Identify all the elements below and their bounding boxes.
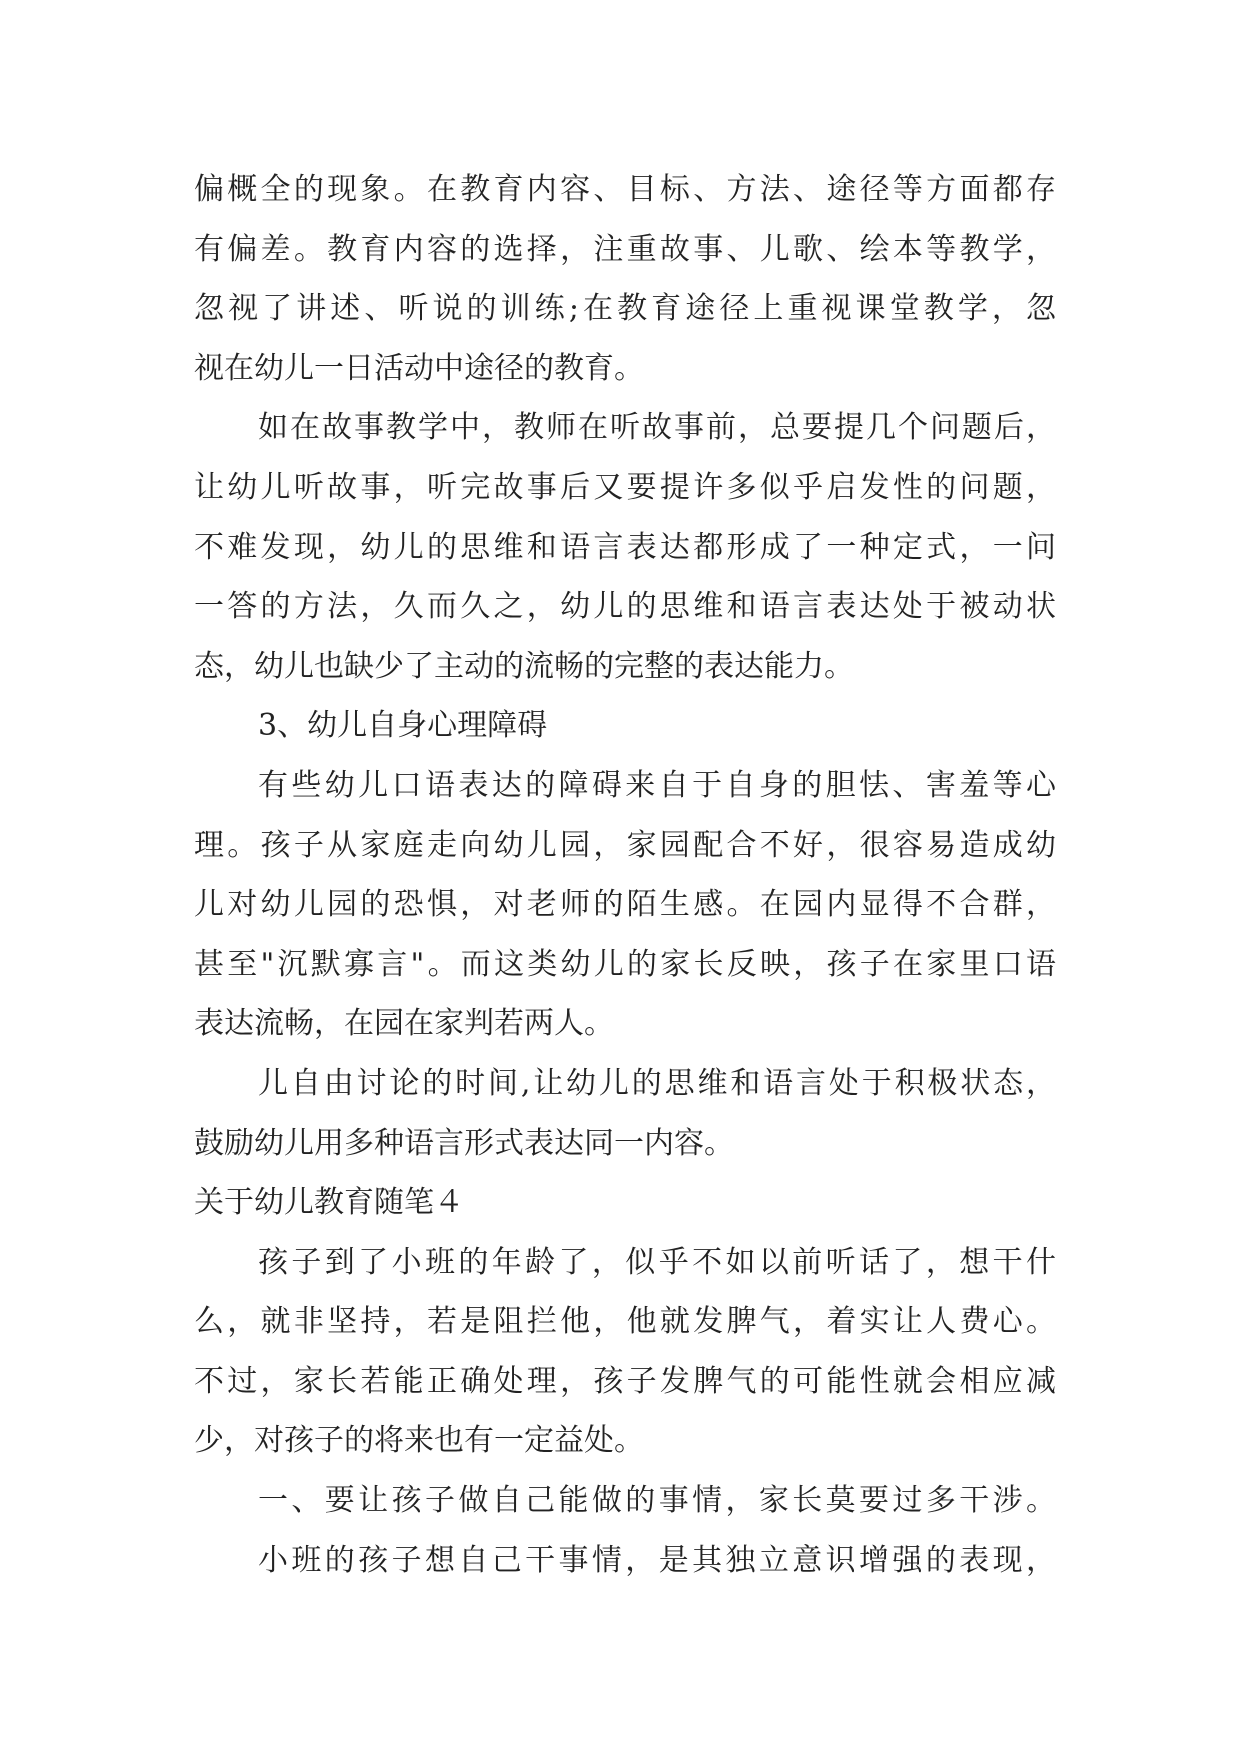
article-title (194, 1173, 1056, 1233)
text-line: 么，就非坚持，若是阻拦他，他就发脾气，着实让人费心。 (194, 1304, 1056, 1340)
paragraph (194, 1233, 1056, 1471)
text-line: 甚至"沉默寡言"。而这类幼儿的家长反映，孩子在家里口语 (194, 946, 1056, 982)
section-heading (194, 696, 1056, 756)
text-line: 少，对孩子的将来也有一定益处。 (194, 1423, 644, 1459)
text-line: 儿对幼儿园的恐惧，对老师的陌生感。在园内显得不合群， (194, 887, 1056, 923)
text-line: 表达流畅，在园在家判若两人。 (194, 1006, 614, 1042)
text-line: 忽视了讲述、听说的训练;在教育途径上重视课堂教学，忽 (194, 291, 1056, 327)
text-line: 理。孩子从家庭走向幼儿园，家园配合不好，很容易造成幼 (194, 827, 1056, 863)
text-line: 态，幼儿也缺少了主动的流畅的完整的表达能力。 (194, 648, 854, 684)
section-heading (194, 1471, 1056, 1531)
document-body (194, 160, 1056, 1590)
text-line: 如在故事教学中，教师在听故事前，总要提几个问题后， (258, 410, 1056, 446)
paragraph (194, 756, 1056, 1054)
text-line: 儿自由讨论的时间,让幼儿的思维和语言处于积极状态， (258, 1065, 1056, 1101)
text-line: 一、要让孩子做自己能做的事情，家长莫要过多干涉。 (258, 1483, 1056, 1519)
text-line: 有些幼儿口语表达的障碍来自于自身的胆怯、害羞等心 (258, 767, 1056, 803)
text-line: 孩子到了小班的年龄了，似乎不如以前听话了，想干什 (258, 1244, 1056, 1280)
paragraph (194, 1531, 1056, 1591)
text-line: 让幼儿听故事，听完故事后又要提许多似乎启发性的问题， (194, 469, 1056, 505)
paragraph (194, 1054, 1056, 1173)
text-line: 3、幼儿自身心理障碍 (258, 708, 548, 744)
text-line: 视在幼儿一日活动中途径的教育。 (194, 350, 644, 386)
text-line: 关于幼儿教育随笔４ (194, 1185, 464, 1221)
text-line: 不难发现，幼儿的思维和语言表达都形成了一种定式，一问 (194, 529, 1056, 565)
text-line: 鼓励幼儿用多种语言形式表达同一内容。 (194, 1125, 734, 1161)
text-line: 一答的方法，久而久之，幼儿的思维和语言表达处于被动状 (194, 589, 1056, 625)
text-line: 有偏差。教育内容的选择，注重故事、儿歌、绘本等教学， (194, 231, 1056, 267)
text-line: 不过，家长若能正确处理，孩子发脾气的可能性就会相应减 (194, 1363, 1056, 1399)
paragraph (194, 160, 1056, 398)
text-line: 偏概全的现象。在教育内容、目标、方法、途径等方面都存 (194, 172, 1056, 207)
text-line: 小班的孩子想自己干事情，是其独立意识增强的表现， (258, 1542, 1056, 1578)
paragraph (194, 398, 1056, 696)
